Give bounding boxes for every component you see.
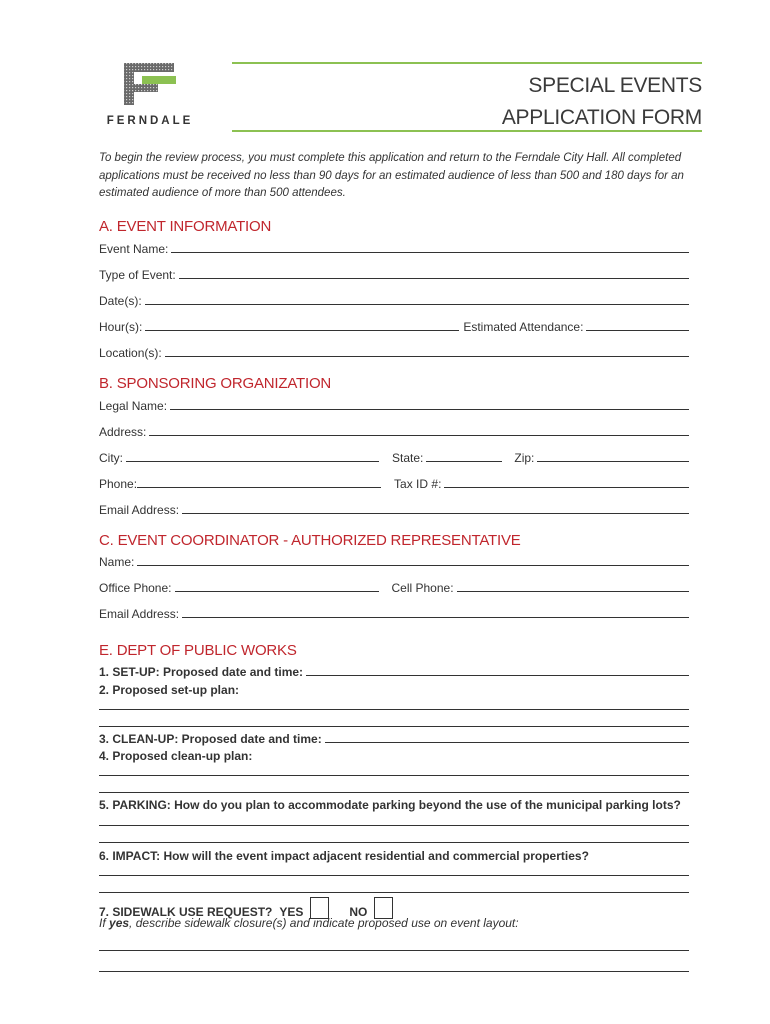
tax-id-label: Tax ID #: bbox=[394, 477, 442, 491]
intro-paragraph: To begin the review process, you must complete this application and return to the Ferndale City Hall. All completed applications must be received no less than 90 days for an estimated audience of less than 500 and 180 days for an estimated audience of more than 500 attendees. bbox=[99, 152, 684, 199]
coordinator-email-field[interactable] bbox=[182, 606, 689, 618]
org-email-label: Email Address: bbox=[99, 503, 180, 517]
cleanup-date-field[interactable] bbox=[325, 731, 689, 743]
legal-name-row bbox=[99, 395, 689, 413]
hours-row bbox=[99, 316, 689, 334]
type-of-event-field[interactable] bbox=[179, 267, 689, 279]
setup-plan-line-1[interactable] bbox=[99, 709, 689, 710]
dates-field[interactable] bbox=[145, 293, 689, 305]
impact-line-2[interactable] bbox=[99, 892, 689, 893]
note-yes: yes bbox=[109, 916, 130, 930]
city-state-zip-row bbox=[99, 447, 689, 465]
phone-label: Phone: bbox=[99, 477, 138, 491]
address-row bbox=[99, 421, 689, 439]
org-email-row bbox=[99, 499, 689, 517]
setup-date-label: 1. SET-UP: Proposed date and time: bbox=[99, 665, 304, 679]
sidewalk-note bbox=[99, 916, 519, 930]
dates-row bbox=[99, 290, 689, 308]
phone-taxid-row bbox=[99, 473, 689, 491]
event-name-row bbox=[99, 238, 689, 256]
tax-id-field[interactable] bbox=[444, 476, 689, 488]
section-b-title: B. SPONSORING ORGANIZATION bbox=[99, 375, 332, 392]
coordinator-name-row bbox=[99, 551, 689, 569]
parking-line-2[interactable] bbox=[99, 842, 689, 843]
sidewalk-line-1[interactable] bbox=[99, 950, 689, 951]
setup-plan-row bbox=[99, 679, 689, 697]
city-label: City: bbox=[99, 451, 123, 465]
setup-date-row bbox=[99, 661, 689, 679]
impact-line-1[interactable] bbox=[99, 875, 689, 876]
coordinator-name-label: Name: bbox=[99, 555, 135, 569]
sidewalk-line-2[interactable] bbox=[99, 971, 689, 972]
note-rest: , describe sidewalk closure(s) and indicate proposed use on event layout: bbox=[129, 916, 519, 930]
header-top-rule bbox=[232, 62, 702, 64]
parking-question-label: 5. PARKING: How do you plan to accommodate parking beyond the use of the municipal parking lots? bbox=[99, 798, 681, 812]
locations-label: Location(s): bbox=[99, 346, 162, 360]
setup-plan-line-2[interactable] bbox=[99, 726, 689, 727]
legal-name-label: Legal Name: bbox=[99, 399, 168, 413]
title-line-1: SPECIAL EVENTS bbox=[528, 74, 702, 97]
cell-phone-label: Cell Phone: bbox=[391, 581, 454, 595]
coordinator-email-label: Email Address: bbox=[99, 607, 180, 621]
office-phone-field[interactable] bbox=[175, 580, 379, 592]
city-field[interactable] bbox=[126, 450, 379, 462]
note-if: If bbox=[99, 916, 106, 930]
zip-field[interactable] bbox=[537, 450, 689, 462]
impact-question-row bbox=[99, 845, 689, 863]
estimated-attendance-label: Estimated Attendance: bbox=[463, 320, 584, 334]
type-of-event-row bbox=[99, 264, 689, 282]
header-bottom-rule bbox=[232, 130, 702, 132]
legal-name-field[interactable] bbox=[170, 398, 689, 410]
section-c-title: C. EVENT COORDINATOR - AUTHORIZED REPRESENTATIVE bbox=[99, 532, 521, 549]
locations-field[interactable] bbox=[165, 345, 689, 357]
phone-field[interactable] bbox=[137, 476, 381, 488]
coordinator-name-field[interactable] bbox=[137, 554, 689, 566]
title-line-2: APPLICATION FORM bbox=[501, 106, 702, 129]
cleanup-plan-line-1[interactable] bbox=[99, 775, 689, 776]
yes-label: YES bbox=[279, 905, 304, 919]
estimated-attendance-field[interactable] bbox=[586, 319, 689, 331]
cleanup-plan-line-2[interactable] bbox=[99, 792, 689, 793]
ferndale-logo bbox=[98, 60, 208, 132]
cleanup-date-row bbox=[99, 728, 689, 746]
cleanup-plan-label: 4. Proposed clean-up plan: bbox=[99, 749, 253, 763]
impact-question-label: 6. IMPACT: How will the event impact adjacent residential and commercial properties? bbox=[99, 849, 589, 863]
parking-question-row bbox=[99, 794, 689, 812]
office-phone-label: Office Phone: bbox=[99, 581, 172, 595]
parking-line-1[interactable] bbox=[99, 825, 689, 826]
cleanup-plan-row bbox=[99, 745, 689, 763]
dates-label: Date(s): bbox=[99, 294, 142, 308]
coordinator-email-row bbox=[99, 603, 689, 621]
event-name-field[interactable] bbox=[171, 241, 689, 253]
sidewalk-question-label: 7. SIDEWALK USE REQUEST? bbox=[99, 905, 273, 919]
coordinator-phones-row bbox=[99, 577, 689, 595]
type-of-event-label: Type of Event: bbox=[99, 268, 176, 282]
state-label: State: bbox=[392, 451, 424, 465]
setup-date-field[interactable] bbox=[306, 664, 689, 676]
locations-row bbox=[99, 342, 689, 360]
setup-plan-label: 2. Proposed set-up plan: bbox=[99, 683, 240, 697]
ferndale-logo-icon bbox=[120, 60, 180, 106]
page-title bbox=[502, 70, 702, 134]
state-field[interactable] bbox=[426, 450, 502, 462]
no-label: NO bbox=[349, 905, 368, 919]
section-a-title: A. EVENT INFORMATION bbox=[99, 218, 272, 235]
hours-field[interactable] bbox=[145, 319, 459, 331]
org-email-field[interactable] bbox=[182, 502, 689, 514]
zip-label: Zip: bbox=[514, 451, 535, 465]
hours-label: Hour(s): bbox=[99, 320, 143, 334]
event-name-label: Event Name: bbox=[99, 242, 169, 256]
cell-phone-field[interactable] bbox=[457, 580, 689, 592]
address-field[interactable] bbox=[149, 424, 689, 436]
address-label: Address: bbox=[99, 425, 147, 439]
logo-text: FERNDALE bbox=[106, 115, 194, 127]
cleanup-date-label: 3. CLEAN-UP: Proposed date and time: bbox=[99, 732, 322, 746]
section-e-title: E. DEPT OF PUBLIC WORKS bbox=[99, 642, 297, 659]
